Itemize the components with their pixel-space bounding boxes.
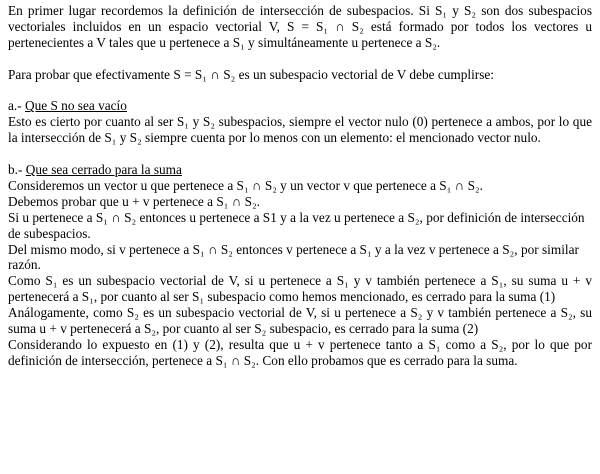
- spacer: [8, 83, 592, 99]
- part-b-line-1: Consideremos un vector u que pertenece a S₁ ∩ S₂ y un vector v que pertenece a S₁ ∩ S₂.: [8, 177, 483, 193]
- part-b-prefix: b.-: [8, 162, 26, 178]
- part-b-line-2: Debemos probar que u + v pertenece a S₁ ∩ S₂.: [8, 193, 260, 209]
- part-b-heading: [8, 162, 592, 178]
- part-a-title: Que S no sea vacío: [24, 98, 127, 114]
- part-b-line-7: Considerando lo expuesto en (1) y (2), resulta que u + v pertenece tanto a S₁ como a S₂, por lo que por definición de intersección, pertenece a S₁ ∩ S₂. Con ello probamos que es cerrado para la suma.: [8, 336, 592, 368]
- part-b-title: Que sea cerrado para la suma: [25, 162, 182, 178]
- part-a-prefix: a.-: [8, 98, 25, 114]
- part-b-line-3: Si u pertenece a S₁ ∩ S₂ entonces u pertenece a S1 y a la vez u pertenece a S₂, por definición de intersección de subespacios.: [8, 209, 585, 241]
- part-b-line-6: Análogamente, como S₂ es un subespacio vectorial de V, si u pertenece a S₂ y v también pertenece a S₂, su suma u + v pertenecerá a S₂, por cuanto al ser S₂ subespacio, es cerrado para la suma (2): [8, 305, 592, 337]
- part-a-heading: [8, 98, 592, 114]
- part-b-line-4: Del mismo modo, si v pertenece a S₁ ∩ S₂ entonces v pertenece a S₁ y a la vez v pertenece a S₂, por similar razón.: [8, 241, 579, 273]
- part-a-body: Esto es cierto por cuanto al ser S₁ y S₂ subespacios, siempre el vector nulo (0) pertenece a ambos, por lo que la intersección de S₁ y S₂ siempre cuenta por lo menos con un elemento: el mencionado vector nulo.: [8, 114, 592, 146]
- spacer: [8, 146, 592, 162]
- part-b-line-5: Como S₁ es un subespacio vectorial de V, si u pertenece a S₁ y v también pertenece a S₁, su suma u + v pertenecerá a S₁, por cuanto al ser S₁ subespacio como hemos mencionado, es cerrado para la suma (1): [8, 273, 592, 305]
- spacer: [8, 51, 592, 67]
- intro-paragraph: En primer lugar recordemos la definición de intersección de subespacios. Si S₁ y S₂ son dos subespacios vectoriales incluidos en un espacio vectorial V, S = S₁ ∩ S₂ está formado por todos los vectores u pertenecientes a V tales que u pertenece a S₁ y simultáneamente u pertenece a S₂.: [8, 3, 592, 50]
- claim-paragraph: Para probar que efectivamente S = S₁ ∩ S₂ es un subespacio vectorial de V debe cumplirse:: [8, 66, 494, 82]
